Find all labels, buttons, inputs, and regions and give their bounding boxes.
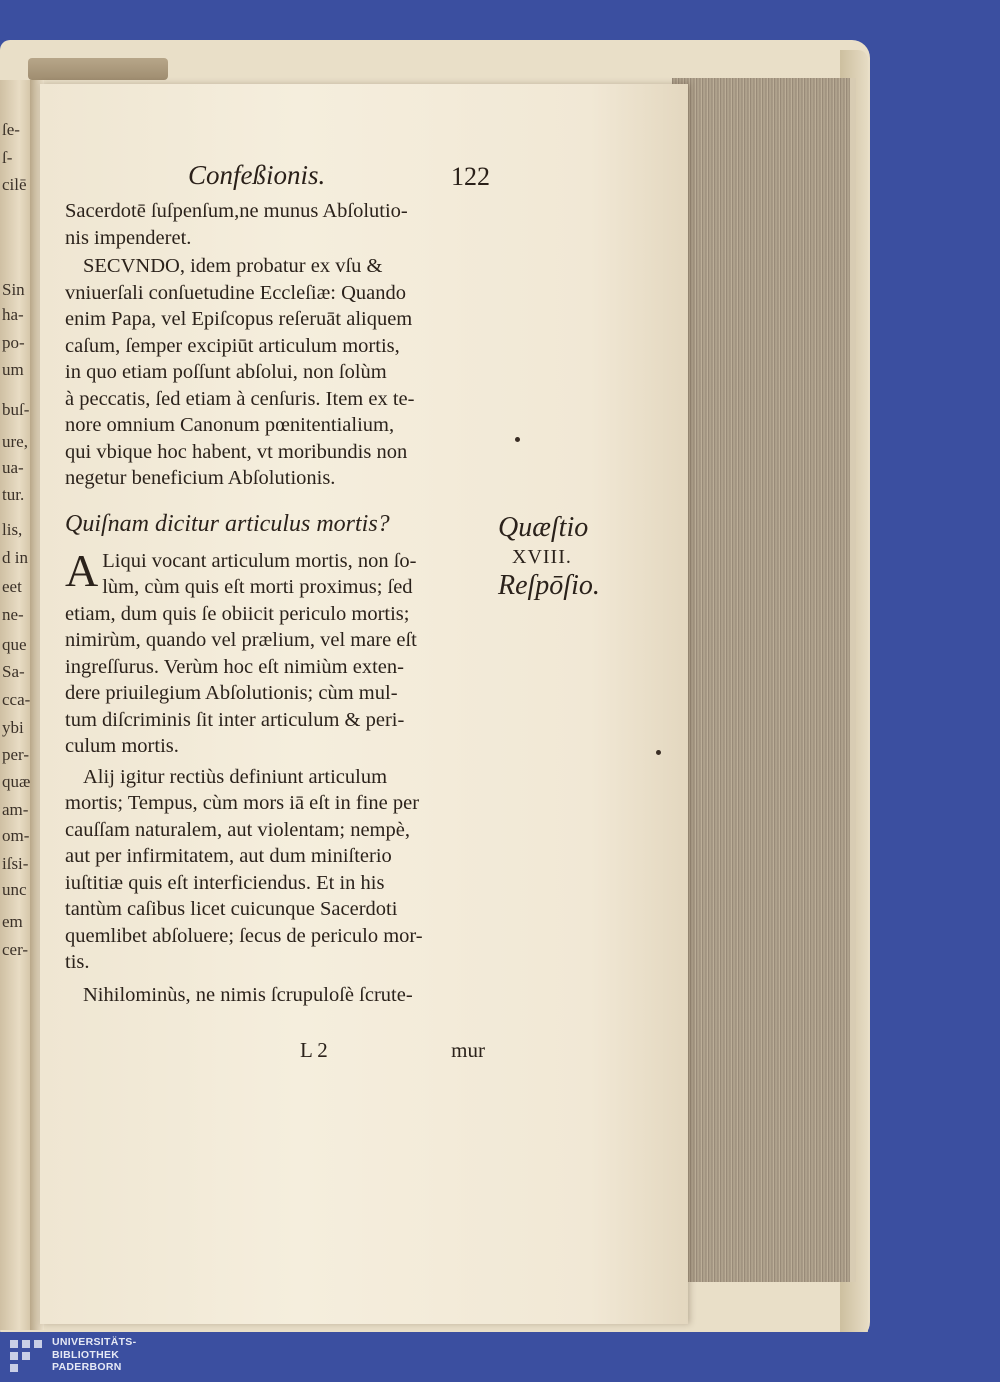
- drop-initial: A: [65, 544, 99, 596]
- text-line: tum diſcriminis ſit inter articulum & peri-: [65, 708, 405, 731]
- prev-page-fragment: om-: [2, 826, 30, 845]
- catchwords-line: [300, 1038, 485, 1068]
- prev-page-fragment: am-: [2, 800, 29, 819]
- text-line: iuſtitiæ quis eſt interficiendus. Et in his: [65, 871, 385, 894]
- prev-page-fragment: buſ-: [2, 400, 30, 419]
- library-footer: [0, 1332, 1000, 1382]
- paragraph-2: [65, 253, 487, 492]
- text-line: Alij igitur rectiùs definiunt articulum: [83, 765, 388, 788]
- prev-page-fragment: que: [2, 635, 27, 654]
- library-name-line: PADERBORN: [52, 1361, 122, 1373]
- text-line: tis.: [65, 951, 90, 973]
- text-line: enim Papa, vel Epiſcopus reſeruāt aliquem: [65, 308, 413, 330]
- text-line: dere priuilegium Abſolutionis; cùm mul-: [65, 682, 398, 704]
- page-fore-edge: [672, 78, 856, 1282]
- prev-page-fragment: um: [2, 360, 24, 379]
- prev-page-fragment: ne-: [2, 605, 24, 624]
- prev-page-fragment: eet: [2, 577, 22, 596]
- text-line: caſum, ſemper excipiūt articulum mortis,: [65, 334, 400, 357]
- prev-page-fragment: tur.: [2, 485, 25, 504]
- text-line: qui vbique hoc habent, vt moribundis non: [65, 440, 408, 463]
- prev-page-fragment: d in: [2, 548, 28, 567]
- prev-page-fragment: cca-: [2, 690, 31, 709]
- text-line: negetur beneficium Abſolutionis.: [65, 467, 336, 489]
- prev-page-fragment: cer-: [2, 940, 29, 959]
- prev-page-fragment: po-: [2, 333, 25, 352]
- text-line: Sacerdotē ſuſpenſum,ne munus Abſolutio-: [65, 200, 408, 222]
- text-line: culum mortis.: [65, 735, 179, 757]
- text-line: mortis; Tempus, cùm mors iā eſt in fine per: [65, 792, 420, 814]
- ink-speck: [515, 437, 520, 442]
- running-head: [180, 160, 490, 196]
- text-line: ingreſſurus. Verùm hoc eſt nimiùm exten-: [65, 655, 404, 678]
- text-line: nimirùm, quando vel prælium, vel mare eſt: [65, 629, 417, 651]
- paragraph-5: [65, 982, 487, 1009]
- signature-mark: L 2: [300, 1038, 328, 1062]
- prev-page-fragment: unc: [2, 880, 27, 899]
- text-line: nore omnium Canonum pœnitentialium,: [65, 414, 395, 436]
- paragraph-3: [65, 544, 487, 760]
- text-line: aut per infirmitatem, aut dum miniſterio: [65, 845, 392, 867]
- text-line: in quo etiam poſſunt abſolui, non ſolùm: [65, 361, 387, 383]
- margin-note: [498, 512, 608, 604]
- binding-tie: [28, 58, 168, 80]
- text-line: etiam, dum quis ſe obiicit periculo mortis;: [65, 602, 410, 625]
- prev-page-fragment: lis,: [2, 520, 23, 539]
- text-line: à peccatis, ſed etiam à cenſuris. Item ex te-: [65, 387, 415, 410]
- paragraph-1: [65, 198, 487, 251]
- prev-page-fragment: ha-: [2, 305, 24, 324]
- text-line: lùm, cùm quis eſt morti proximus; ſed: [102, 576, 413, 598]
- prev-page-fragment: em: [2, 912, 23, 931]
- text-line: vniuerſali conſuetudine Eccleſiæ: Quando: [65, 281, 406, 304]
- prev-page-fragment: quæ: [2, 772, 31, 791]
- margin-note-response: Reſpōſio.: [498, 570, 600, 601]
- prev-page-fragment: iſsi-: [2, 854, 29, 873]
- prev-page-fragment: ure,: [2, 432, 28, 451]
- ink-speck: [656, 750, 661, 755]
- catchword: mur: [451, 1038, 485, 1062]
- library-logo-icon: [10, 1340, 42, 1372]
- text-line: quemlibet abſoluere; ſecus de periculo mor-: [65, 924, 423, 947]
- text-line: tantùm caſibus licet cuicunque Sacerdoti: [65, 898, 398, 920]
- paragraph-4: [65, 764, 487, 976]
- question-heading: Quiſnam dicitur articulus mortis?: [65, 510, 390, 537]
- prev-page-fragment: Sa-: [2, 662, 25, 681]
- page-number: 122: [451, 162, 490, 191]
- text-line: SECVNDO, idem probatur ex vſu &: [83, 255, 383, 277]
- prev-page-fragment: per-: [2, 745, 30, 764]
- text-line: cauſſam naturalem, aut violentam; nempè,: [65, 818, 410, 841]
- prev-page-fragment: Sin: [2, 280, 25, 299]
- prev-page-fragment: ua-: [2, 458, 24, 477]
- prev-page-fragment: ybi: [2, 718, 24, 737]
- body-text: [65, 198, 487, 1008]
- text-line: Nihilominùs, ne nimis ſcrupuloſè ſcrute-: [83, 983, 413, 1006]
- prev-page-fragment: cilē: [2, 175, 27, 194]
- previous-page-strip: [0, 80, 32, 1330]
- library-name: [52, 1336, 136, 1374]
- library-name-line: BIBLIOTHEK: [52, 1348, 120, 1361]
- text-line: Liqui vocant articulum mortis, non ſo-: [102, 549, 417, 572]
- prev-page-fragment: ſ-: [2, 148, 13, 167]
- text-line: nis impenderet.: [65, 226, 192, 249]
- library-name-line: UNIVERSITÄTS-: [52, 1336, 137, 1348]
- margin-note-number: XVIII.: [512, 546, 572, 568]
- prev-page-fragment: ſe-: [2, 120, 20, 139]
- running-title: Confeßionis.: [188, 160, 326, 190]
- margin-note-question: Quæſtio: [498, 512, 589, 543]
